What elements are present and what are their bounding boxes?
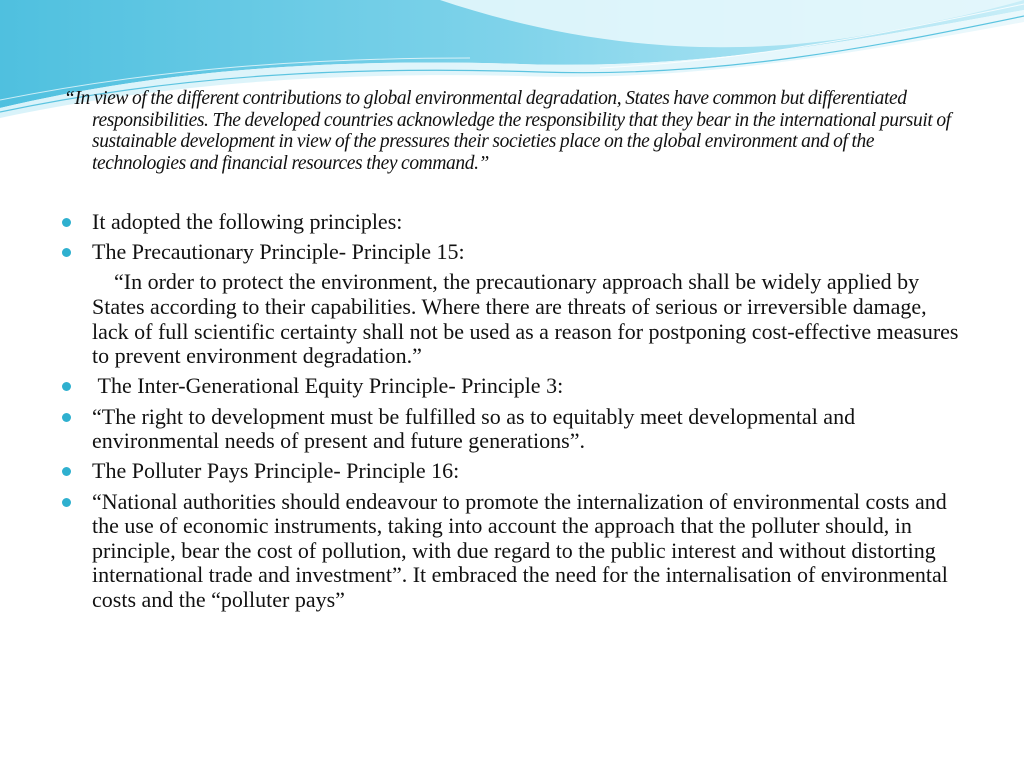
bullet-dot-icon [62,467,71,476]
bullet-dot-icon [62,498,71,507]
principles-list [60,210,960,618]
bullet-dot-icon [62,218,71,227]
list-item: The Polluter Pays Principle- Principle 16: [60,459,960,484]
bullet-dot-icon [62,248,71,257]
list-item: It adopted the following principles: [60,210,960,235]
list-item: “In order to protect the environment, the precautionary approach shall be widely applied by States according to their capabilities. Where there are threats of serious or irreversible damage, lack of full scientific certainty shall not be used as a reason for postponing cost-effective measures to prevent environment degradation.” [92,269,959,369]
bullet-dot-icon [62,382,71,391]
list-item: The Precautionary Principle- Principle 15: [60,240,960,265]
quote-paragraph: “In view of the different contributions to global environmental degradation, States have common but differentiated responsibilities. The developed countries acknowledge the responsibility that they bear in the international pursuit of sustainable development in view of the pressures their societies place on the global environment and of the technologies and financial resources they command.” [64,88,951,174]
list-item: “The right to development must be fulfilled so as to equitably meet developmental and environmental needs of present and future generations”. [60,405,960,454]
list-item: “National authorities should endeavour to promote the internalization of environmental costs and the use of economic instruments, taking into account the approach that the polluter should, in principle, bear the cost of pollution, with due regard to the public interest and without distorting international trade and investment”. It embraced the need for the internalisation of environmental costs and the “polluter pays” [60,490,960,613]
bullet-dot-icon [62,413,71,422]
list-item: The Inter-Generational Equity Principle- Principle 3: [60,374,960,399]
